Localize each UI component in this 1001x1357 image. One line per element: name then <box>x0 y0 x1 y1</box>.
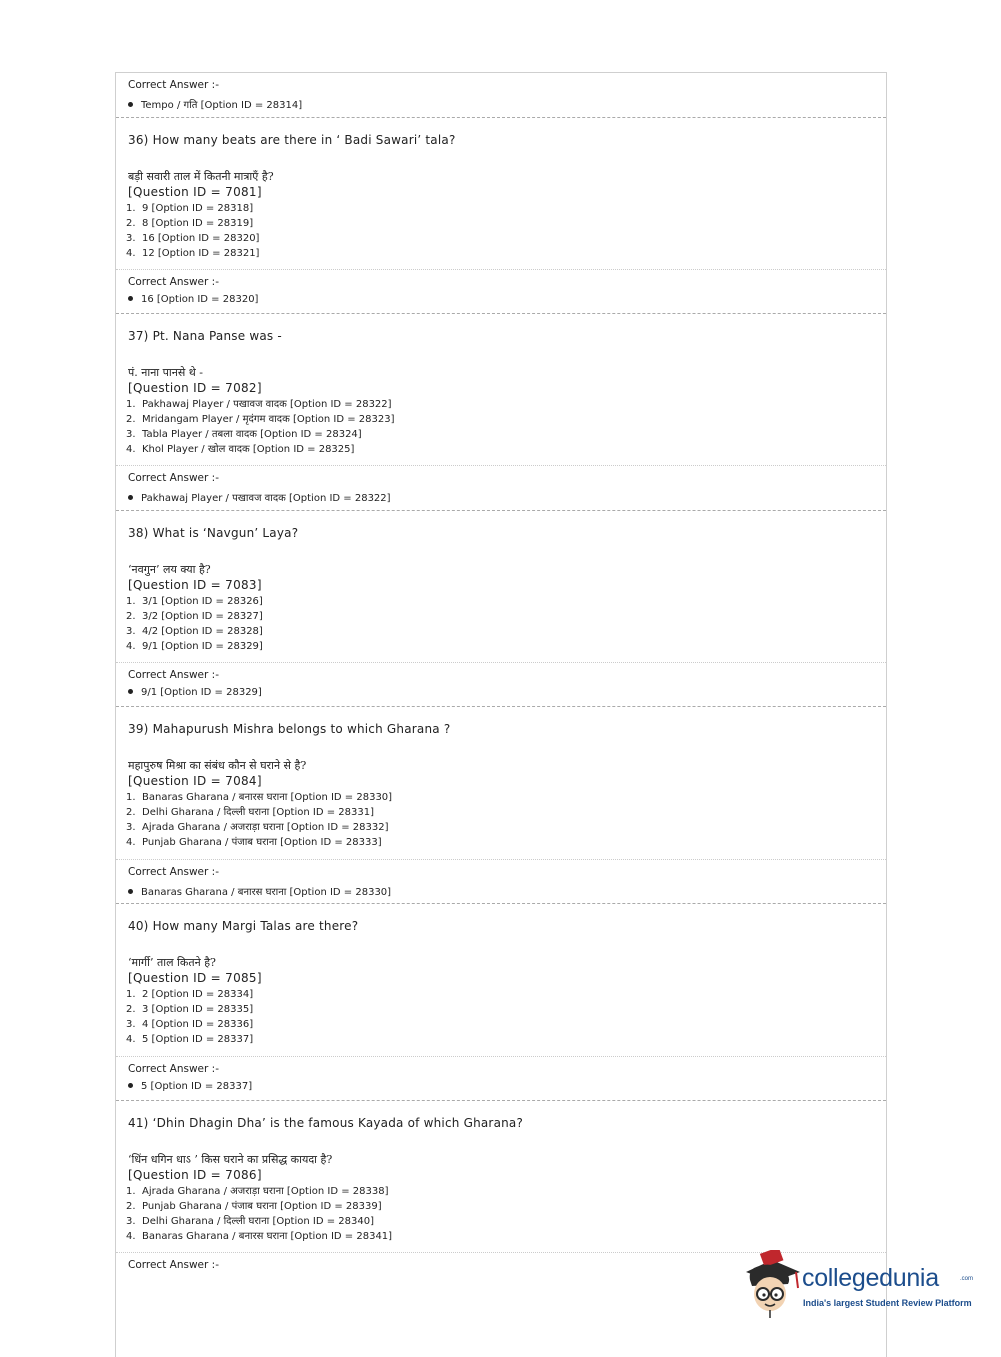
question-hindi-text: महापुरुष मिश्रा का संबंध कौन से घराने से है? <box>128 759 307 772</box>
option-item: 1. Pakhawaj Player / पखावज वादक [Option ID = 28322] <box>126 399 392 410</box>
correct-answer-value: Tempo / गति [Option ID = 28314] <box>128 97 302 111</box>
option-item: 1. 3/1 [Option ID = 28326] <box>126 596 263 607</box>
answer-divider <box>116 662 886 663</box>
option-item: 1. Banaras Gharana / बनारस घराना [Option ID = 28330] <box>126 792 393 803</box>
question-id: [Question ID = 7083] <box>128 578 262 592</box>
correct-answer-label: Correct Answer :- <box>128 866 219 878</box>
correct-answer-value: 9/1 [Option ID = 28329] <box>128 687 262 698</box>
question-id: [Question ID = 7086] <box>128 1168 262 1182</box>
option-item: 2. 8 [Option ID = 28319] <box>126 218 254 229</box>
correct-answer-label: Correct Answer :- <box>128 669 219 681</box>
mascot-icon <box>742 1250 804 1320</box>
bullet-icon <box>128 889 133 894</box>
collegedunia-logo <box>742 1250 982 1320</box>
bullet-icon <box>128 102 133 107</box>
correct-answer-label: Correct Answer :- <box>128 472 219 484</box>
answer-divider <box>116 465 886 466</box>
option-item: 4. 9/1 [Option ID = 28329] <box>126 641 263 652</box>
question-id: [Question ID = 7085] <box>128 971 262 985</box>
option-item: 3. Tabla Player / तबला वादक [Option ID = 28324] <box>126 429 362 440</box>
option-list <box>126 1184 392 1244</box>
bullet-icon <box>128 296 133 301</box>
option-list <box>126 397 395 457</box>
correct-answer-37 <box>116 472 886 502</box>
option-item: 1. 2 [Option ID = 28334] <box>126 989 254 1000</box>
question-hindi-text: ‘नवगुन’ लय क्या है? <box>128 563 211 576</box>
logo-domain-suffix: .com <box>960 1276 974 1282</box>
option-item: 4. 5 [Option ID = 28337] <box>126 1034 254 1045</box>
answer-divider <box>116 1056 886 1057</box>
option-item: 2. Mridangam Player / मृदंगम वादक [Option ID = 28323] <box>126 414 395 425</box>
option-item: 2. Delhi Gharana / दिल्ली घराना [Option ID = 28331] <box>126 807 374 818</box>
option-item: 4. Punjab Gharana / पंजाब घराना [Option ID = 28333] <box>126 837 382 848</box>
question-id: [Question ID = 7081] <box>128 185 262 199</box>
correct-answer-40 <box>116 1063 886 1093</box>
correct-answer-value: 5 [Option ID = 28337] <box>128 1081 252 1092</box>
option-list <box>126 790 392 850</box>
bullet-icon <box>128 689 133 694</box>
correct-answer-value: 16 [Option ID = 28320] <box>128 294 258 305</box>
option-item: 2. Punjab Gharana / पंजाब घराना [Option ID = 28339] <box>126 1201 382 1212</box>
option-list <box>126 987 253 1047</box>
question-hindi-text: ‘मार्गी’ ताल कितने है? <box>128 956 216 969</box>
option-list <box>126 201 259 261</box>
option-item: 3. 4/2 [Option ID = 28328] <box>126 626 263 637</box>
option-item: 2. 3 [Option ID = 28335] <box>126 1004 254 1015</box>
option-item: 3. Delhi Gharana / दिल्ली घराना [Option ID = 28340] <box>126 1216 374 1227</box>
option-item: 4. Banaras Gharana / बनारस घराना [Option ID = 28341] <box>126 1231 393 1242</box>
bullet-icon <box>128 1083 133 1088</box>
logo-wordmark: collegedunia <box>802 1264 939 1292</box>
correct-answer-label: Correct Answer :- <box>128 276 219 288</box>
question-title: 40) How many Margi Talas are there? <box>128 919 359 933</box>
correct-answer-label: Correct Answer :- <box>128 1063 219 1075</box>
question-id: [Question ID = 7084] <box>128 774 262 788</box>
question-hindi-text: बड़ी सवारी ताल में कितनी मात्राएँ है? <box>128 170 274 183</box>
question-hindi-text: पं. नाना पानसे थे - <box>128 366 204 379</box>
option-item: 3. 16 [Option ID = 28320] <box>126 233 260 244</box>
question-title: 37) Pt. Nana Panse was - <box>128 329 282 343</box>
option-item: 4. Khol Player / खोल वादक [Option ID = 28325] <box>126 444 355 455</box>
question-hindi-text: ‘धिंन धगिन धाऽ ’ किस घराने का प्रसिद्ध कायदा है? <box>128 1153 333 1166</box>
option-item: 4. 12 [Option ID = 28321] <box>126 248 260 259</box>
question-title: 41) ‘Dhin Dhagin Dha’ is the famous Kayada of which Gharana? <box>128 1116 524 1130</box>
correct-answer-label: Correct Answer :- <box>128 79 219 91</box>
question-title: 39) Mahapurush Mishra belongs to which Gharana ? <box>128 722 451 736</box>
option-item: 1. 9 [Option ID = 28318] <box>126 203 254 214</box>
option-item: 2. 3/2 [Option ID = 28327] <box>126 611 263 622</box>
answer-divider <box>116 859 886 860</box>
option-list <box>126 594 263 654</box>
correct-answer-label: Correct Answer :- <box>128 1259 219 1271</box>
option-item: 3. Ajrada Gharana / अजराड़ा घराना [Option ID = 28332] <box>126 822 389 833</box>
question-title: 36) How many beats are there in ‘ Badi Sawari’ tala? <box>128 133 456 147</box>
correct-answer-value: Pakhawaj Player / पखावज वादक [Option ID = 28322] <box>128 490 391 504</box>
correct-answer-36 <box>116 276 886 306</box>
correct-answer-value: Banaras Gharana / बनारस घराना [Option ID = 28330] <box>128 884 391 898</box>
logo-tagline: India's largest Student Review Platform <box>803 1298 972 1308</box>
question-title: 38) What is ‘Navgun’ Laya? <box>128 526 299 540</box>
option-item: 1. Ajrada Gharana / अजराड़ा घराना [Option ID = 28338] <box>126 1186 389 1197</box>
option-item: 3. 4 [Option ID = 28336] <box>126 1019 254 1030</box>
previous-correct-answer <box>116 79 886 109</box>
answer-divider <box>116 269 886 270</box>
bullet-icon <box>128 495 133 500</box>
correct-answer-39 <box>116 866 886 896</box>
correct-answer-38 <box>116 669 886 699</box>
question-id: [Question ID = 7082] <box>128 381 262 395</box>
question-paper-sheet <box>115 72 887 1357</box>
